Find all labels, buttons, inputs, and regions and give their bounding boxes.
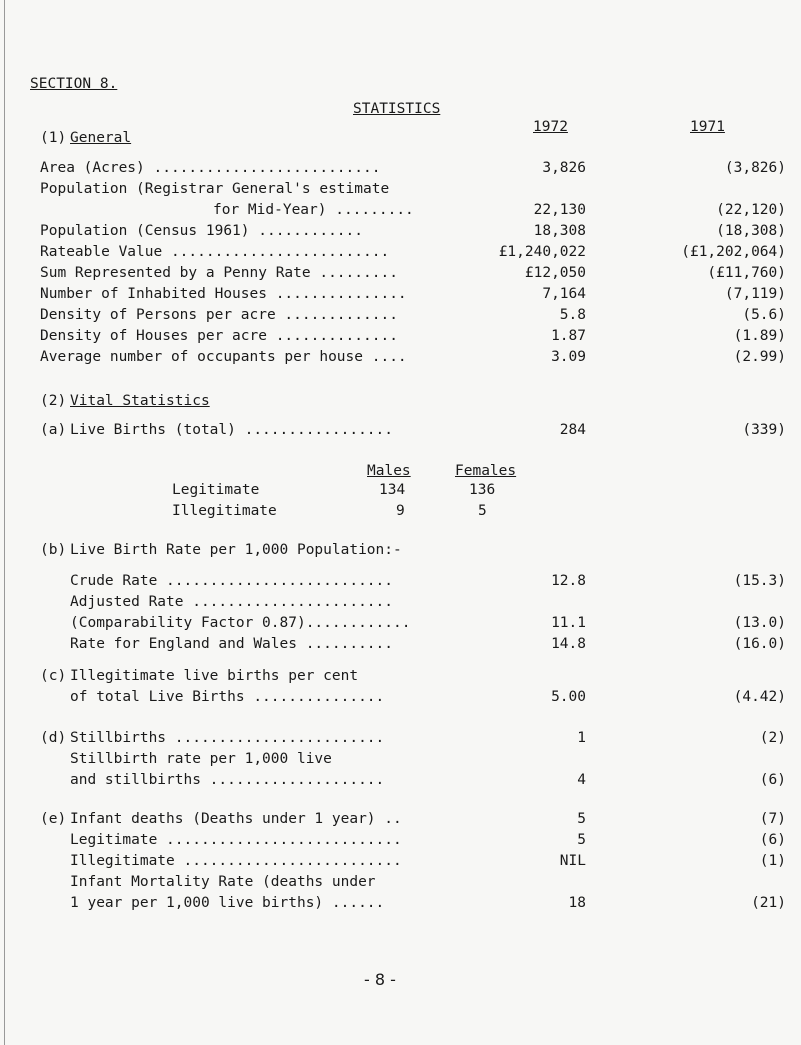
stillbirth-rate-line2: and stillbirths .................... (70, 772, 385, 788)
row-label: Crude Rate .......................... (70, 573, 394, 589)
row-value-1971: (18,308) (716, 223, 786, 239)
illegit-percent-line1: Illegitimate live births per cent (70, 668, 359, 684)
females-header: Females (455, 463, 517, 479)
row-value-1971: (22,120) (716, 202, 786, 218)
row-label: Density of Houses per acre .............. (40, 328, 398, 344)
infant-deaths-label: Infant deaths (Deaths under 1 year) .. (70, 811, 402, 827)
row-label: (Comparability Factor 0.87)............ (70, 615, 411, 631)
stillbirth-rate-line1: Stillbirth rate per 1,000 live (70, 751, 332, 767)
row-value-1971: (15.3) (733, 573, 786, 589)
row-label: Adjusted Rate ....................... (70, 594, 394, 610)
row-value-1972: 18,308 (533, 223, 586, 239)
row-value-1972: 5.8 (559, 307, 586, 323)
general-number: (1) (40, 130, 67, 146)
infant-legit-1971: (6) (759, 832, 786, 848)
row-value-1971: (7,119) (724, 286, 786, 302)
row-value-1971: (3,826) (724, 160, 786, 176)
live-births-1971: (339) (742, 422, 786, 438)
row-label: for Mid-Year) ......... (213, 202, 414, 218)
row-value-1972: 3,826 (542, 160, 586, 176)
infant-illegit-1971: (1) (759, 853, 786, 869)
stillbirths-label: Stillbirths ........................ (70, 730, 385, 746)
col-header-1972: 1972 (533, 119, 568, 135)
row-label: Sum Represented by a Penny Rate ......... (40, 265, 398, 281)
legitimate-females: 136 (469, 482, 496, 498)
row-label: Density of Persons per acre ............. (40, 307, 398, 323)
stillbirths-1971: (2) (759, 730, 786, 746)
live-births-label: Live Births (total) ................. (70, 422, 394, 438)
page-number: - 8 - (364, 970, 396, 989)
infant-illegit-1972: NIL (559, 853, 586, 869)
row-value-1972: 7,164 (542, 286, 586, 302)
row-value-1972: £1,240,022 (498, 244, 586, 260)
row-value-1971: (1.89) (733, 328, 786, 344)
illegitimate-females: 5 (478, 503, 487, 519)
illegit-percent-line2: of total Live Births ............... (70, 689, 385, 705)
infant-mortality-1971: (21) (751, 895, 786, 911)
males-header: Males (367, 463, 411, 479)
infant-illegit-label: Illegitimate ......................... (70, 853, 402, 869)
illegit-percent-1971: (4.42) (733, 689, 786, 705)
row-value-1971: (2.99) (733, 349, 786, 365)
infant-deaths-1972: 5 (577, 811, 586, 827)
page-edge-rule (4, 0, 5, 1045)
section-title: SECTION 8. (30, 76, 118, 92)
row-label: Rate for England and Wales .......... (70, 636, 394, 652)
infant-mortality-line2: 1 year per 1,000 live births) ...... (70, 895, 385, 911)
row-value-1972: 12.8 (551, 573, 586, 589)
row-value-1971: (16.0) (733, 636, 786, 652)
illegitimate-males: 9 (396, 503, 405, 519)
item-a-label: (a) (40, 422, 67, 438)
row-value-1972: 22,130 (533, 202, 586, 218)
row-label: Rateable Value ......................... (40, 244, 390, 260)
item-c-label: (c) (40, 668, 67, 684)
live-births-1972: 284 (559, 422, 586, 438)
infant-deaths-1971: (7) (759, 811, 786, 827)
row-label: Population (Registrar General's estimate (40, 181, 390, 197)
general-title: General (70, 130, 132, 146)
row-label: Area (Acres) .......................... (40, 160, 381, 176)
infant-mortality-1972: 18 (568, 895, 586, 911)
infant-mortality-line1: Infant Mortality Rate (deaths under (70, 874, 376, 890)
illegit-percent-1972: 5.00 (551, 689, 586, 705)
row-value-1971: (£11,760) (707, 265, 786, 281)
row-value-1972: 14.8 (551, 636, 586, 652)
legitimate-males: 134 (379, 482, 406, 498)
stillbirth-rate-1972: 4 (577, 772, 586, 788)
legitimate-label: Legitimate (172, 482, 260, 498)
row-label: Population (Census 1961) ............ (40, 223, 364, 239)
col-header-1971: 1971 (690, 119, 725, 135)
row-value-1972: 11.1 (551, 615, 586, 631)
birth-rate-title: Live Birth Rate per 1,000 Population:- (70, 542, 402, 558)
item-e-label: (e) (40, 811, 67, 827)
illegitimate-label: Illegitimate (172, 503, 277, 519)
row-label: Number of Inhabited Houses ............... (40, 286, 407, 302)
item-d-label: (d) (40, 730, 67, 746)
page-heading: STATISTICS (353, 101, 441, 117)
infant-legit-1972: 5 (577, 832, 586, 848)
row-label: Average number of occupants per house .... (40, 349, 407, 365)
row-value-1972: 3.09 (551, 349, 586, 365)
vital-number: (2) (40, 393, 67, 409)
stillbirths-1972: 1 (577, 730, 586, 746)
row-value-1972: £12,050 (524, 265, 586, 281)
row-value-1971: (5.6) (742, 307, 786, 323)
stillbirth-rate-1971: (6) (759, 772, 786, 788)
vital-title: Vital Statistics (70, 393, 210, 409)
infant-legit-label: Legitimate ........................... (70, 832, 402, 848)
row-value-1972: 1.87 (551, 328, 586, 344)
row-value-1971: (£1,202,064) (681, 244, 786, 260)
row-value-1971: (13.0) (733, 615, 786, 631)
item-b-label: (b) (40, 542, 67, 558)
